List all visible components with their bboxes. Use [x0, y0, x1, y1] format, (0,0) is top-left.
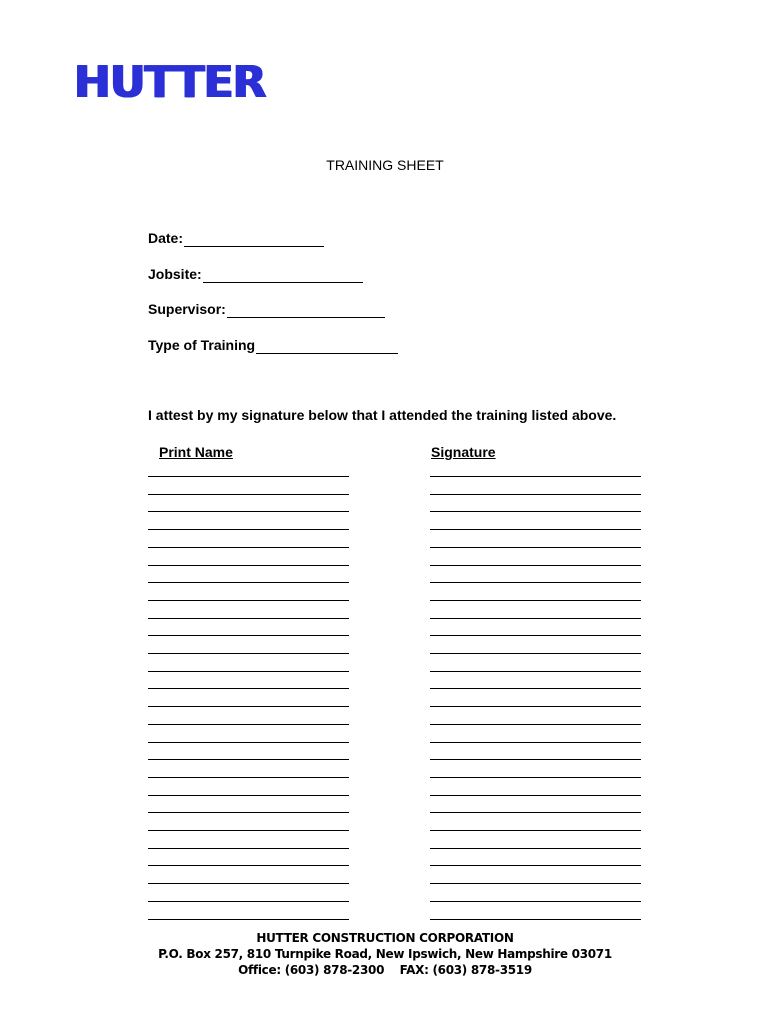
hutter-logo: HUTTER	[74, 57, 266, 108]
print-name-line[interactable]	[148, 671, 349, 672]
signature-line[interactable]	[430, 777, 641, 778]
signature-line[interactable]	[430, 618, 641, 619]
signature-line[interactable]	[430, 600, 641, 601]
signature-line[interactable]	[430, 547, 641, 548]
signature-line[interactable]	[430, 724, 641, 725]
print-name-line[interactable]	[148, 618, 349, 619]
print-name-line[interactable]	[148, 565, 349, 566]
signature-line[interactable]	[430, 742, 641, 743]
print-name-line[interactable]	[148, 600, 349, 601]
print-name-line[interactable]	[148, 812, 349, 813]
jobsite-blank[interactable]	[203, 268, 363, 283]
print-name-line[interactable]	[148, 724, 349, 725]
print-name-line[interactable]	[148, 759, 349, 760]
print-name-line[interactable]	[148, 777, 349, 778]
signature-line[interactable]	[430, 812, 641, 813]
supervisor-label: Supervisor:	[148, 301, 226, 317]
signature-line[interactable]	[430, 565, 641, 566]
training-type-label: Type of Training	[148, 337, 256, 353]
signature-line[interactable]	[430, 671, 641, 672]
print-name-line[interactable]	[148, 635, 349, 636]
signature-line[interactable]	[430, 883, 641, 884]
signature-line[interactable]	[430, 901, 641, 902]
signature-line[interactable]	[430, 919, 641, 920]
print-name-line[interactable]	[148, 742, 349, 743]
jobsite-label: Jobsite:	[148, 266, 202, 282]
training-type-blank[interactable]	[256, 339, 398, 354]
signature-header: Signature	[431, 444, 496, 460]
signature-line[interactable]	[430, 848, 641, 849]
print-name-line[interactable]	[148, 688, 349, 689]
print-name-line[interactable]	[148, 511, 349, 512]
print-name-header: Print Name	[159, 444, 233, 460]
signature-line[interactable]	[430, 706, 641, 707]
signature-line[interactable]	[430, 582, 641, 583]
date-label: Date:	[148, 230, 184, 246]
print-name-line[interactable]	[148, 494, 349, 495]
signature-line[interactable]	[430, 795, 641, 796]
print-name-line[interactable]	[148, 901, 349, 902]
signature-line[interactable]	[430, 494, 641, 495]
company-footer	[0, 930, 770, 978]
attestation-text: I attest by my signature below that I attended the training listed above.	[148, 407, 617, 423]
signature-line[interactable]	[430, 830, 641, 831]
supervisor-blank[interactable]	[227, 303, 385, 318]
footer-contact: Office: (603) 878-2300 FAX: (603) 878-3519	[238, 963, 532, 977]
training-type-field[interactable]	[148, 336, 398, 354]
signature-line[interactable]	[430, 865, 641, 866]
supervisor-field[interactable]	[148, 300, 385, 318]
signature-line[interactable]	[430, 635, 641, 636]
print-name-line[interactable]	[148, 865, 349, 866]
jobsite-field[interactable]	[148, 265, 363, 283]
signature-line[interactable]	[430, 653, 641, 654]
print-name-line[interactable]	[148, 883, 349, 884]
print-name-line[interactable]	[148, 795, 349, 796]
signature-line[interactable]	[430, 529, 641, 530]
print-name-line[interactable]	[148, 529, 349, 530]
print-name-line[interactable]	[148, 848, 349, 849]
signature-line[interactable]	[430, 511, 641, 512]
print-name-line[interactable]	[148, 653, 349, 654]
date-field[interactable]	[148, 229, 324, 247]
signature-line[interactable]	[430, 688, 641, 689]
print-name-line[interactable]	[148, 547, 349, 548]
print-name-line[interactable]	[148, 919, 349, 920]
signature-line[interactable]	[430, 759, 641, 760]
print-name-line[interactable]	[148, 582, 349, 583]
page-title: TRAINING SHEET	[326, 157, 444, 173]
print-name-line[interactable]	[148, 476, 349, 477]
print-name-line[interactable]	[148, 706, 349, 707]
signature-line[interactable]	[430, 476, 641, 477]
print-name-line[interactable]	[148, 830, 349, 831]
footer-address: P.O. Box 257, 810 Turnpike Road, New Ipswich, New Hampshire 03071	[158, 947, 612, 961]
date-blank[interactable]	[184, 232, 324, 247]
footer-company: HUTTER CONSTRUCTION CORPORATION	[256, 931, 514, 945]
